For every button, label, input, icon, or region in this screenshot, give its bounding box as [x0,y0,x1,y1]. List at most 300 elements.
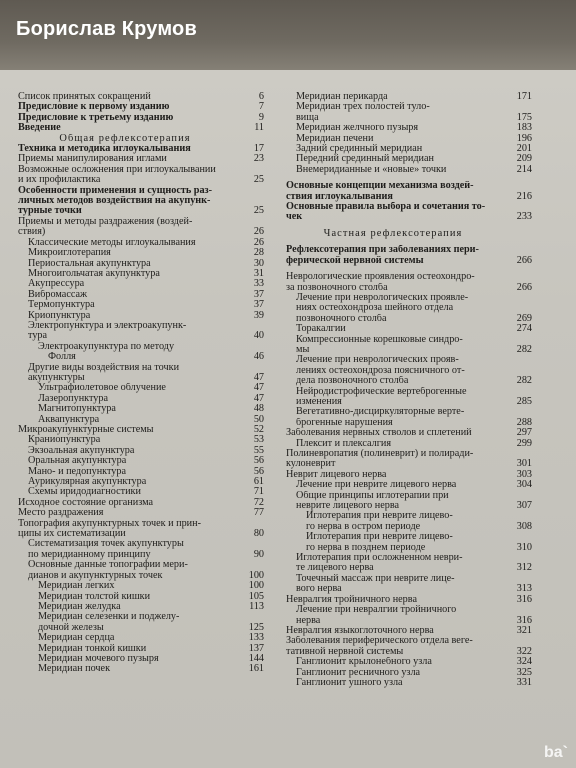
toc-entry [18,612,264,622]
toc-entry-title: Общие принципы иглотерапии при [296,490,449,501]
toc-entry [18,196,264,206]
toc-entry [286,636,532,646]
toc-entry [286,563,532,573]
toc-entry [18,498,264,508]
toc-entry-title: и их профилактика [18,175,101,186]
toc-entry [286,543,532,553]
toc-entry [286,355,532,365]
toc-entry-title: Меридиан сердца [38,633,115,644]
toc-entry-title: Магнитопунктура [38,404,116,415]
toc-entry-page: 31 [253,267,264,279]
toc-entry-page: 324 [516,656,532,668]
toc-entry-title: кулоневрит [286,459,336,470]
toc-entry [18,248,264,258]
toc-entry [286,192,532,202]
toc-entry-page: 55 [253,444,264,456]
watermark-logo-icon: ba` [544,744,568,761]
toc-entry-title: Криопунктура [28,310,91,321]
toc-entry-page: 23 [253,153,264,165]
toc-entry-title: Задний срединный меридиан [296,144,423,155]
toc-entry [286,459,532,469]
toc-entry [286,511,532,521]
toc-entry-title: го нерва в остром периоде [306,521,421,532]
toc-entry [18,92,264,102]
toc-entry-title: Ганглионит ресничного узла [296,667,421,678]
toc-entry-title: Меридиан трех полостей туло- [296,102,430,113]
toc-entry-page: 30 [253,257,264,269]
toc-entry [286,335,532,345]
toc-entry-title: Систематизация точек акупунктуры [28,539,184,550]
toc-entry [18,238,264,248]
toc-entry-title: ниях остеохондроза шейного отдела [296,303,454,314]
toc-entry [18,633,264,643]
toc-entry-page: 61 [253,476,264,488]
toc-entry [286,181,532,191]
toc-entry [286,397,532,407]
toc-entry [286,501,532,511]
toc-entry-page: 216 [516,190,532,202]
toc-entry-title: Невралгия тройничного нерва [286,594,417,605]
toc-entry-page: 47 [253,382,264,394]
toc-entry-title: Периостальная акупунктура [28,258,151,269]
toc-entry-page: 307 [516,500,532,512]
toc-entry-title: дела позвоночного столба [296,376,409,387]
toc-entry [18,259,264,269]
toc-entry-title: за позвоночного столба [286,282,388,293]
toc-entry [18,113,264,123]
toc-entry-title: акупунктуры [28,372,85,383]
toc-left-column [18,92,264,675]
toc-entry-title: брогенные нарушения [296,417,393,428]
toc-entry [286,439,532,449]
toc-entry [18,165,264,175]
toc-entry-title: Передний срединный меридиан [296,154,434,165]
toc-entry-title: Оральная акупунктура [28,456,127,467]
toc-entry-title: турные точки [18,206,82,217]
toc-entry [286,668,532,678]
toc-entry-title: изменения [296,396,342,407]
toc-entry-title: Меридиан мочевого пузыря [38,653,159,664]
toc-entry-title: Лечение при неврите лицевого нерва [296,480,457,491]
toc-entry-page: 25 [253,205,264,217]
toc-entry [286,324,532,334]
toc-entry-title: Основные данные топографии мери- [28,560,188,571]
toc-entry [18,623,264,633]
toc-entry [18,571,264,581]
toc-entry-title: Схемы иридодиагностики [28,487,141,498]
toc-entry [286,272,532,282]
toc-entry-title: Топография акупунктурных точек и прин- [18,518,201,529]
toc-entry-page: 56 [253,465,264,477]
toc-entry [18,279,264,289]
toc-entry [286,92,532,102]
toc-entry [286,418,532,428]
toc-entry [18,654,264,664]
toc-entry-title: Заболевания нервных стволов и сплетений [286,428,472,439]
toc-entry-title: Нейродистрофические вертеброгенные [296,386,467,397]
toc-entry-page: 39 [253,309,264,321]
toc-entry [18,300,264,310]
toc-entry-page: 7 [258,101,264,113]
toc-entry-title: Место раздражения [18,508,104,519]
toc-entry-page: 313 [516,583,532,595]
toc-entry [286,229,532,239]
toc-entry-title: Краниопунктура [28,435,101,446]
toc-entry-title: ципы их систематизации [18,529,126,540]
toc-entry-title: по меридианному принципу [28,549,151,560]
toc-entry-page: 71 [253,486,264,498]
toc-entry-page: 299 [516,437,532,449]
toc-entry-title: нерва [296,615,321,626]
toc-entry-page: 90 [253,548,264,560]
toc-entry-title: дочной железы [38,622,104,633]
toc-entry-title: Меридиан толстой кишки [38,591,151,602]
toc-entry-title: Лечение при неврологических прояв- [296,355,459,366]
toc-entry-title: мы [296,344,310,355]
toc-entry [286,256,532,266]
toc-entry-page: 288 [516,416,532,428]
toc-entry [18,425,264,435]
toc-entry-page: 105 [248,590,264,602]
toc-entry-page: 308 [516,520,532,532]
toc-entry-page: 50 [253,413,264,425]
toc-entry-page: 37 [253,299,264,311]
toc-entry-page: 266 [516,281,532,293]
toc-entry-title: Меридиан селезенки и поджелу- [38,612,180,623]
toc-entry [286,283,532,293]
toc-entry [18,123,264,133]
toc-entry [286,657,532,667]
toc-entry [18,467,264,477]
toc-entry-page: 282 [516,375,532,387]
toc-entry-title: Компрессионные корешковые синдро- [296,334,463,345]
toc-entry-page: 171 [516,91,532,102]
toc-entry-page: 46 [253,351,264,363]
toc-entry-title: Полиневропатия (полиневрит) и полиради- [286,449,474,459]
toc-entry [18,134,264,144]
toc-entry-title: позвоночного столба [296,313,387,324]
toc-entry-title: Меридиан легких [38,581,115,592]
toc-entry [18,321,264,331]
toc-entry [286,647,532,657]
toc-entry [286,303,532,313]
toc-entry [286,134,532,144]
toc-entry [286,532,532,542]
toc-entry [286,202,532,212]
toc-entry-page: 183 [516,122,532,134]
toc-entry-title: Другие виды воздействия на точки [28,362,180,373]
toc-entry-page: 80 [253,528,264,540]
toc-entry [286,407,532,417]
toc-entry [286,212,532,222]
toc-entry-title: Основные правила выбора и сочетания то- [286,202,486,213]
toc-entry [286,113,532,123]
toc-entry-title: Рефлексотерапия при заболеваниях пери- [286,245,479,256]
toc-entry-title: Общая рефлексотерапия [59,133,191,144]
toc-entry-title: Плексит и плексалгия [296,438,392,449]
toc-entry-page: 269 [516,312,532,324]
toc-entry-page: 196 [516,132,532,144]
toc-entry [18,539,264,549]
toc-entry-title: чек [286,212,303,223]
toc-entry-page: 331 [516,676,532,688]
toc-entry-title: Основные концепции механизма воздей- [286,181,474,192]
toc-entry-page: 144 [248,652,264,664]
toc-entry-title: Приемы манипулирования иглами [18,154,167,165]
toc-entry [18,508,264,518]
toc-entry-title: Многоигольчатая акупунктура [28,268,160,279]
toc-entry-page: 40 [253,330,264,342]
toc-entry-title: Возможные осложнения при иглоукалывании [18,164,216,175]
toc-entry [18,186,264,196]
toc-entry-page: 33 [253,278,264,290]
toc-entry [18,175,264,185]
toc-entry [286,574,532,584]
toc-entry [286,428,532,438]
toc-entry-page: 325 [516,666,532,678]
toc-entry [286,449,532,459]
toc-entry-title: неврите лицевого нерва [296,501,400,512]
toc-entry-title: Исходное состояние организма [18,497,154,508]
toc-entry-page: 11 [254,122,264,134]
toc-entry-title: Электропунктура и электроакупунк- [28,320,187,331]
toc-entry-title: Меридиан тонкой кишки [38,643,147,654]
toc-entry-page: 175 [516,111,532,123]
toc-entry [286,387,532,397]
toc-entry [286,123,532,133]
toc-entry-page: 47 [253,371,264,383]
toc-entry-title: те лицевого нерва [296,563,374,574]
toc-entry-title: Микроиглотерапия [28,248,111,259]
toc-entry-title: Иглотерапия при осложненном неври- [296,553,463,564]
toc-entry-page: 266 [516,254,532,266]
toc-entry [18,331,264,341]
toc-entry-page: 233 [516,211,532,223]
toc-entry-page: 26 [253,226,264,238]
toc-entry-page: 301 [516,458,532,470]
toc-entry [286,595,532,605]
toc-entry [18,383,264,393]
toc-entry-title: Акупрессура [28,279,85,290]
toc-entry-page: 77 [253,507,264,519]
toc-entry-page: 100 [248,580,264,592]
toc-entry [18,560,264,570]
toc-entry-page: 25 [253,174,264,186]
toc-entry-title: Внемеридианные и «новые» точки [296,164,447,175]
toc-entry [18,664,264,674]
toc-entry-title: тура [28,331,48,342]
toc-entry [286,616,532,626]
toc-right-column [286,92,532,688]
toc-entry [286,366,532,376]
toc-entry-title: Микроакупунктурные системы [18,425,154,435]
toc-entry-title: Фолля [48,352,76,363]
toc-entry [286,293,532,303]
toc-entry-title: Иглотерапия при неврите лицево- [306,532,453,543]
toc-entry [18,227,264,237]
toc-entry-page: 312 [516,562,532,574]
toc-entry-page: 310 [516,541,532,553]
toc-entry-page: 37 [253,288,264,300]
toc-entry-page: 322 [516,645,532,657]
toc-entry [286,553,532,563]
toc-entry-page: 209 [516,153,532,165]
toc-entry [18,290,264,300]
banner-title: Борислав Крумов [16,18,197,40]
toc-entry-page: 214 [516,163,532,175]
toc-entry-title: Приемы и методы раздражения (воздей- [18,216,193,227]
toc-entry-title: Классические методы иглоукалывания [28,237,196,248]
toc-entry-title: ствия иглоукалывания [286,191,393,202]
toc-entry [286,154,532,164]
toc-entry [18,519,264,529]
toc-entry [18,217,264,227]
toc-entry-title: Лечение при невралгии тройничного [296,605,457,616]
toc-entry-title: Неврологические проявления остеохондро- [286,272,475,283]
toc-entry-page: 52 [253,424,264,435]
toc-entry-title: ствия) [18,227,46,238]
toc-entry [286,491,532,501]
toc-entry-title: Точечный массаж при неврите лице- [296,573,455,584]
toc-entry [18,144,264,154]
toc-entry-title: Ганглионит крылонебного узла [296,657,432,668]
toc-entry-title: Введение [18,123,61,134]
toc-entry-page: 274 [516,323,532,335]
toc-entry [18,581,264,591]
toc-entry-title: Вегетативно-дисциркуляторные верте- [296,407,465,418]
title-banner [0,0,576,70]
toc-entry-title: Аквапунктура [38,414,100,425]
toc-entry [286,626,532,636]
toc-entry-page: 125 [248,621,264,633]
toc-entry [18,342,264,352]
toc-entry-page: 316 [516,593,532,605]
toc-entry-title: Экзоальная акупунктура [28,445,135,456]
toc-entry-page: 297 [516,427,532,439]
toc-entry [18,592,264,602]
toc-entry [18,487,264,497]
toc-entry-title: Предисловие к третьему изданию [18,112,174,123]
toc-entry-title: Меридиан перикарда [296,92,388,102]
toc-entry [18,446,264,456]
toc-entry-title: Мано- и педопунктура [28,466,127,477]
toc-entry [18,404,264,414]
toc-entry-title: Меридиан желчного пузыря [296,123,419,134]
toc-entry-title: Частная рефлексотерапия [323,228,463,239]
toc-entry-page: 161 [248,663,264,675]
toc-entry-page: 316 [516,614,532,626]
toc-entry [286,470,532,480]
toc-entry [18,550,264,560]
toc-entry [286,522,532,532]
toc-entry-page: 201 [516,143,532,155]
toc-entry-title: лениях остеохондроза поясничного от- [296,365,465,376]
toc-entry-title: Иглотерапия при неврите лицево- [306,511,453,522]
toc-entry-title: тативной нервной системы [286,646,404,657]
toc-entry-title: личных методов воздействия на акупунк- [18,196,211,207]
toc-entry-title: Аурикулярная акупунктура [28,477,147,488]
toc-entry-title: го нерва в позднем периоде [306,542,426,553]
toc-entry [18,415,264,425]
toc-entry-title: Лазеропунктура [38,393,109,404]
toc-entry-page: 137 [248,642,264,654]
toc-entry [286,376,532,386]
toc-entry [18,602,264,612]
toc-entry-title: Меридиан печени [296,133,374,144]
toc-entry-page: 303 [516,468,532,480]
toc-entry-page: 17 [253,143,264,155]
toc-entry-page: 48 [253,403,264,415]
toc-entry-page: 321 [516,624,532,636]
toc-entry-page: 133 [248,632,264,644]
toc-entry [286,165,532,175]
toc-entry-title: Невралгия языкоглоточного нерва [286,625,434,636]
toc-entry [286,102,532,112]
toc-entry [18,363,264,373]
toc-entry-title: Меридиан почек [38,664,111,675]
toc-entry [18,352,264,362]
toc-entry [18,269,264,279]
toc-entry [18,102,264,112]
toc-entry-page: 9 [258,111,264,123]
toc-entry-title: Особенности применения и сущность раз- [18,185,213,196]
toc-entry [18,311,264,321]
toc-entry-title: Торакалгии [296,324,346,335]
toc-entry-title: Лечение при неврологических проявле- [296,292,469,303]
toc-entry [286,605,532,615]
toc-entry-title: Меридиан желудка [38,601,121,612]
toc-entry-title: ферической нервной системы [286,255,424,266]
toc-entry [286,584,532,594]
toc-entry-page: 6 [258,91,264,102]
toc-entry-title: вого нерва [296,584,342,595]
toc-entry [286,245,532,255]
toc-entry-page: 282 [516,343,532,355]
toc-entry-page: 72 [253,496,264,508]
toc-entry [18,456,264,466]
toc-entry [286,314,532,324]
toc-entry-page: 26 [253,236,264,248]
toc-entry [18,529,264,539]
toc-entry-title: Ультрафиолетовое облучение [38,383,166,394]
toc-entry [286,678,532,688]
toc-entry-title: Вибромассаж [28,289,88,300]
toc-entry-page: 56 [253,455,264,467]
toc-entry [286,144,532,154]
toc-entry-page: 53 [253,434,264,446]
toc-entry-page: 47 [253,392,264,404]
toc-entry-page: 28 [253,247,264,259]
toc-entry [18,206,264,216]
toc-entry [18,373,264,383]
toc-entry-title: Заболевания периферического отдела веге- [286,636,473,647]
toc-entry [18,435,264,445]
toc-entry-page: 304 [516,479,532,491]
toc-entry [286,345,532,355]
toc-entry-title: Термопунктура [28,300,95,311]
toc-entry-page: 100 [248,569,264,581]
toc-entry [18,477,264,487]
toc-entry-page: 285 [516,395,532,407]
toc-entry [18,154,264,164]
toc-entry-title: Список принятых сокращений [18,92,151,102]
toc-entry-title: Электроакупунктура по методу [38,341,175,352]
toc-entry-title: Предисловие к первому изданию [18,102,170,113]
toc-entry-title: Неврит лицевого нерва [286,469,387,480]
toc-entry-title: дианов и акупунктурных точек [28,570,163,581]
toc-entry-title: Техника и методика иглоукалывания [18,144,191,155]
toc-entry-page: 113 [249,600,264,612]
